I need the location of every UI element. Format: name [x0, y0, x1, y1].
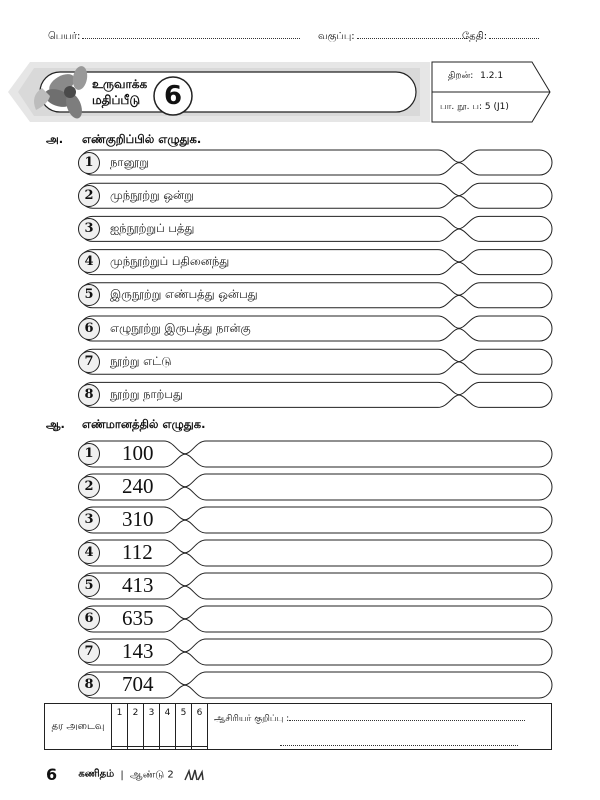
section-a-marker: அ. — [46, 132, 64, 146]
item-number: 5 — [78, 575, 100, 597]
answer-box[interactable] — [458, 183, 552, 208]
footer-year: ஆண்டு 2 — [129, 769, 174, 781]
item-number: 1 — [78, 152, 100, 174]
item-number: 2 — [78, 185, 100, 207]
title-line2: மதிப்பீடு — [92, 93, 141, 107]
section-b-heading — [46, 417, 205, 433]
answer-box[interactable] — [458, 150, 552, 175]
textbook-value: 5 (J1) — [484, 102, 509, 112]
item-number: 3 — [78, 218, 100, 240]
item-number: 8 — [78, 674, 100, 696]
item-number: 6 — [78, 318, 100, 340]
numeral: 112 — [122, 540, 153, 564]
answer-box[interactable] — [184, 474, 552, 500]
numeral: 240 — [122, 474, 154, 498]
page-number: 6 — [46, 765, 58, 784]
number-word: முந்நூற்றுப் பதினைந்து — [110, 254, 230, 269]
teacher-remark[interactable] — [208, 704, 552, 750]
answer-box[interactable] — [458, 382, 552, 407]
answer-box[interactable] — [184, 540, 552, 566]
numeral: 143 — [122, 639, 154, 663]
date-label: தேதி: — [462, 31, 488, 42]
numeral: 635 — [122, 606, 154, 630]
number-word: நூற்று எட்டு — [110, 353, 172, 368]
grade-level-2[interactable]: 2 — [128, 704, 144, 747]
skill-value: 1.2.1 — [480, 71, 504, 81]
number-word: நானூறு — [110, 154, 149, 169]
textbook-label: பா. நூ. ப: — [440, 102, 483, 112]
grade-level-1[interactable]: 1 — [112, 704, 128, 747]
numeral: 310 — [122, 507, 154, 531]
section-b-marker: ஆ. — [46, 417, 65, 431]
numeral: 413 — [122, 573, 154, 597]
answer-box[interactable] — [184, 573, 552, 599]
number-word: முந்நூற்று ஒன்று — [110, 187, 194, 202]
publisher-logo-icon — [183, 769, 205, 781]
item-number: 7 — [78, 641, 100, 663]
skill-label: திறன்: — [448, 71, 474, 81]
answer-box[interactable] — [458, 250, 552, 275]
answer-box[interactable] — [458, 283, 552, 308]
answer-box[interactable] — [458, 316, 552, 341]
item-number: 6 — [78, 608, 100, 630]
grade-level-3[interactable]: 3 — [144, 704, 160, 747]
teacher-remark-blank-2[interactable] — [280, 737, 518, 746]
grade-label: தர அடைவு — [45, 704, 112, 750]
answer-box[interactable] — [184, 639, 552, 665]
item-number: 1 — [78, 443, 100, 465]
answer-box[interactable] — [184, 441, 552, 467]
section-b-title: எண்மானத்தில் எழுதுக. — [82, 417, 206, 431]
grade-level-6[interactable]: 6 — [192, 704, 208, 747]
grade-level-5[interactable]: 5 — [176, 704, 192, 747]
footer-separator: | — [120, 769, 124, 781]
number-word: இருநூற்று எண்பத்து ஒன்பது — [110, 287, 258, 302]
item-number: 3 — [78, 509, 100, 531]
page-footer — [46, 765, 205, 784]
section-a-title: எண்குறிப்பில் எழுதுக. — [82, 132, 202, 146]
grade-level-4[interactable]: 4 — [160, 704, 176, 747]
item-number: 4 — [78, 251, 100, 273]
numeral: 704 — [122, 672, 154, 696]
title-line1: உருவாக்க — [92, 77, 148, 91]
teacher-remark-label: ஆசிரியர் குறிப்பு : — [214, 714, 290, 724]
number-word: ஐந்நூற்றுப் பத்து — [110, 220, 195, 235]
item-number: 5 — [78, 284, 100, 306]
answer-box[interactable] — [184, 606, 552, 632]
answer-box[interactable] — [458, 216, 552, 241]
grade-table — [44, 703, 552, 750]
footer-subject: கணிதம் — [78, 768, 115, 780]
number-word: நூற்று நாற்பது — [110, 386, 183, 401]
number-word: எழுநூற்று இருபத்து நான்கு — [110, 320, 251, 335]
assessment-number: 6 — [163, 81, 183, 111]
teacher-remark-blank-1[interactable] — [289, 712, 525, 721]
answer-box[interactable] — [184, 672, 552, 698]
name-label: பெயர்: — [48, 31, 81, 42]
item-number: 2 — [78, 476, 100, 498]
item-number: 4 — [78, 542, 100, 564]
answer-box[interactable] — [184, 507, 552, 533]
item-number: 8 — [78, 384, 100, 406]
item-number: 7 — [78, 351, 100, 373]
class-label: வகுப்பு: — [318, 31, 355, 42]
answer-box[interactable] — [458, 349, 552, 374]
numeral: 100 — [122, 441, 154, 465]
